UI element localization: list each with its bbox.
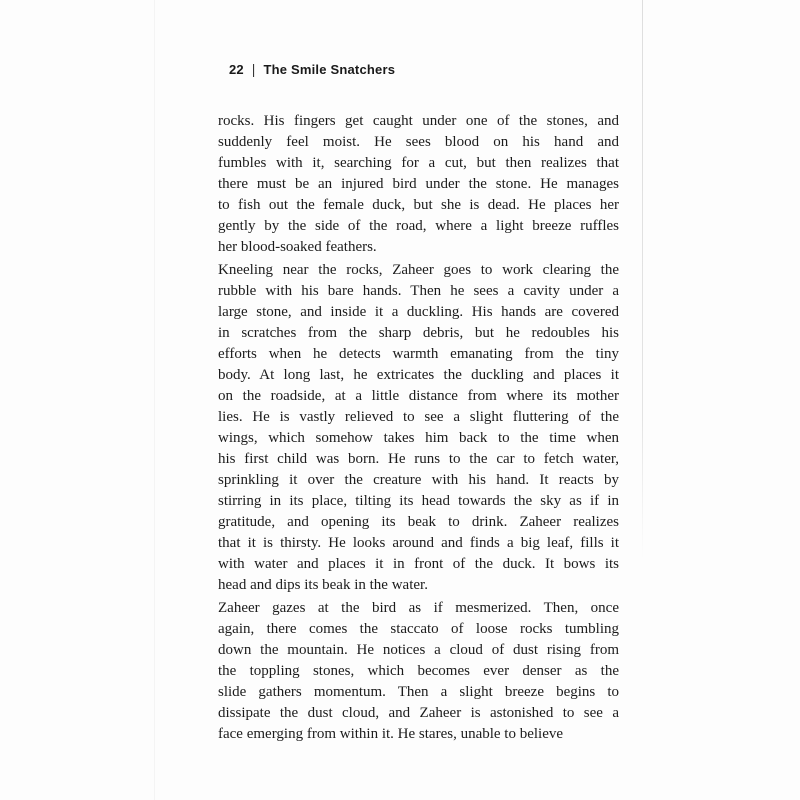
text-line: her blood-soaked feathers. [218, 239, 377, 255]
text-line: dissipate the dust cloud, and Zaheer is astonished to see a [218, 705, 619, 721]
text-line: there must be an injured bird under the stone. He manages [218, 176, 619, 192]
text-line: to fish out the female duck, but she is dead. He places her [218, 197, 619, 213]
text-line: fumbles with it, searching for a cut, but then realizes that [218, 155, 619, 171]
text-line: lies. He is vastly relieved to see a slight fluttering of the [218, 409, 619, 425]
text-line: suddenly feel moist. He sees blood on his hand and [218, 134, 619, 150]
text-line: again, there comes the staccato of loose rocks tumbling [218, 621, 619, 637]
text-line: that it is thirsty. He looks around and finds a big leaf, fills it [218, 535, 619, 551]
text-line: Kneeling near the rocks, Zaheer goes to work clearing the [218, 262, 619, 278]
paragraph [218, 260, 619, 596]
page-right-edge-line [642, 0, 643, 560]
paragraph [218, 598, 619, 745]
page-body [218, 111, 619, 747]
running-header [229, 62, 395, 77]
text-line: stirring in its place, tilting its head towards the sky as if in [218, 493, 619, 509]
text-line: efforts when he detects warmth emanating from the tiny [218, 346, 619, 362]
text-line: head and dips its beak in the water. [218, 577, 428, 593]
book-title: The Smile Snatchers [263, 62, 396, 77]
page-left-edge-line [154, 0, 155, 800]
text-line: wings, which somehow takes him back to the time when [218, 430, 619, 446]
text-line: Zaheer gazes at the bird as if mesmerized. Then, once [218, 600, 619, 616]
page-number: 22 [229, 62, 244, 77]
text-line: his first child was born. He runs to the car to fetch water, [218, 451, 619, 467]
text-line: with water and places it in front of the duck. It bows its [218, 556, 619, 572]
paragraph [218, 111, 619, 258]
text-line: the toppling stones, which becomes ever denser as the [218, 663, 619, 679]
text-line: gently by the side of the road, where a light breeze ruffles [218, 218, 619, 234]
text-line: face emerging from within it. He stares, unable to believe [218, 726, 564, 742]
text-line: gratitude, and opening its beak to drink. Zaheer realizes [218, 514, 619, 530]
header-separator: | [251, 61, 256, 78]
text-line: rocks. His fingers get caught under one of the stones, and [218, 113, 619, 129]
text-line: sprinkling it over the creature with his hand. It reacts by [218, 472, 619, 488]
text-line: on the roadside, at a little distance from where its mother [218, 388, 619, 404]
text-line: body. At long last, he extricates the duckling and places it [218, 367, 619, 383]
text-line: large stone, and inside it a duckling. His hands are covered [218, 304, 619, 320]
text-line: rubble with his bare hands. Then he sees a cavity under a [218, 283, 619, 299]
text-line: slide gathers momentum. Then a slight breeze begins to [218, 684, 619, 700]
text-line: down the mountain. He notices a cloud of dust rising from [218, 642, 619, 658]
text-line: in scratches from the sharp debris, but he redoubles his [218, 325, 619, 341]
